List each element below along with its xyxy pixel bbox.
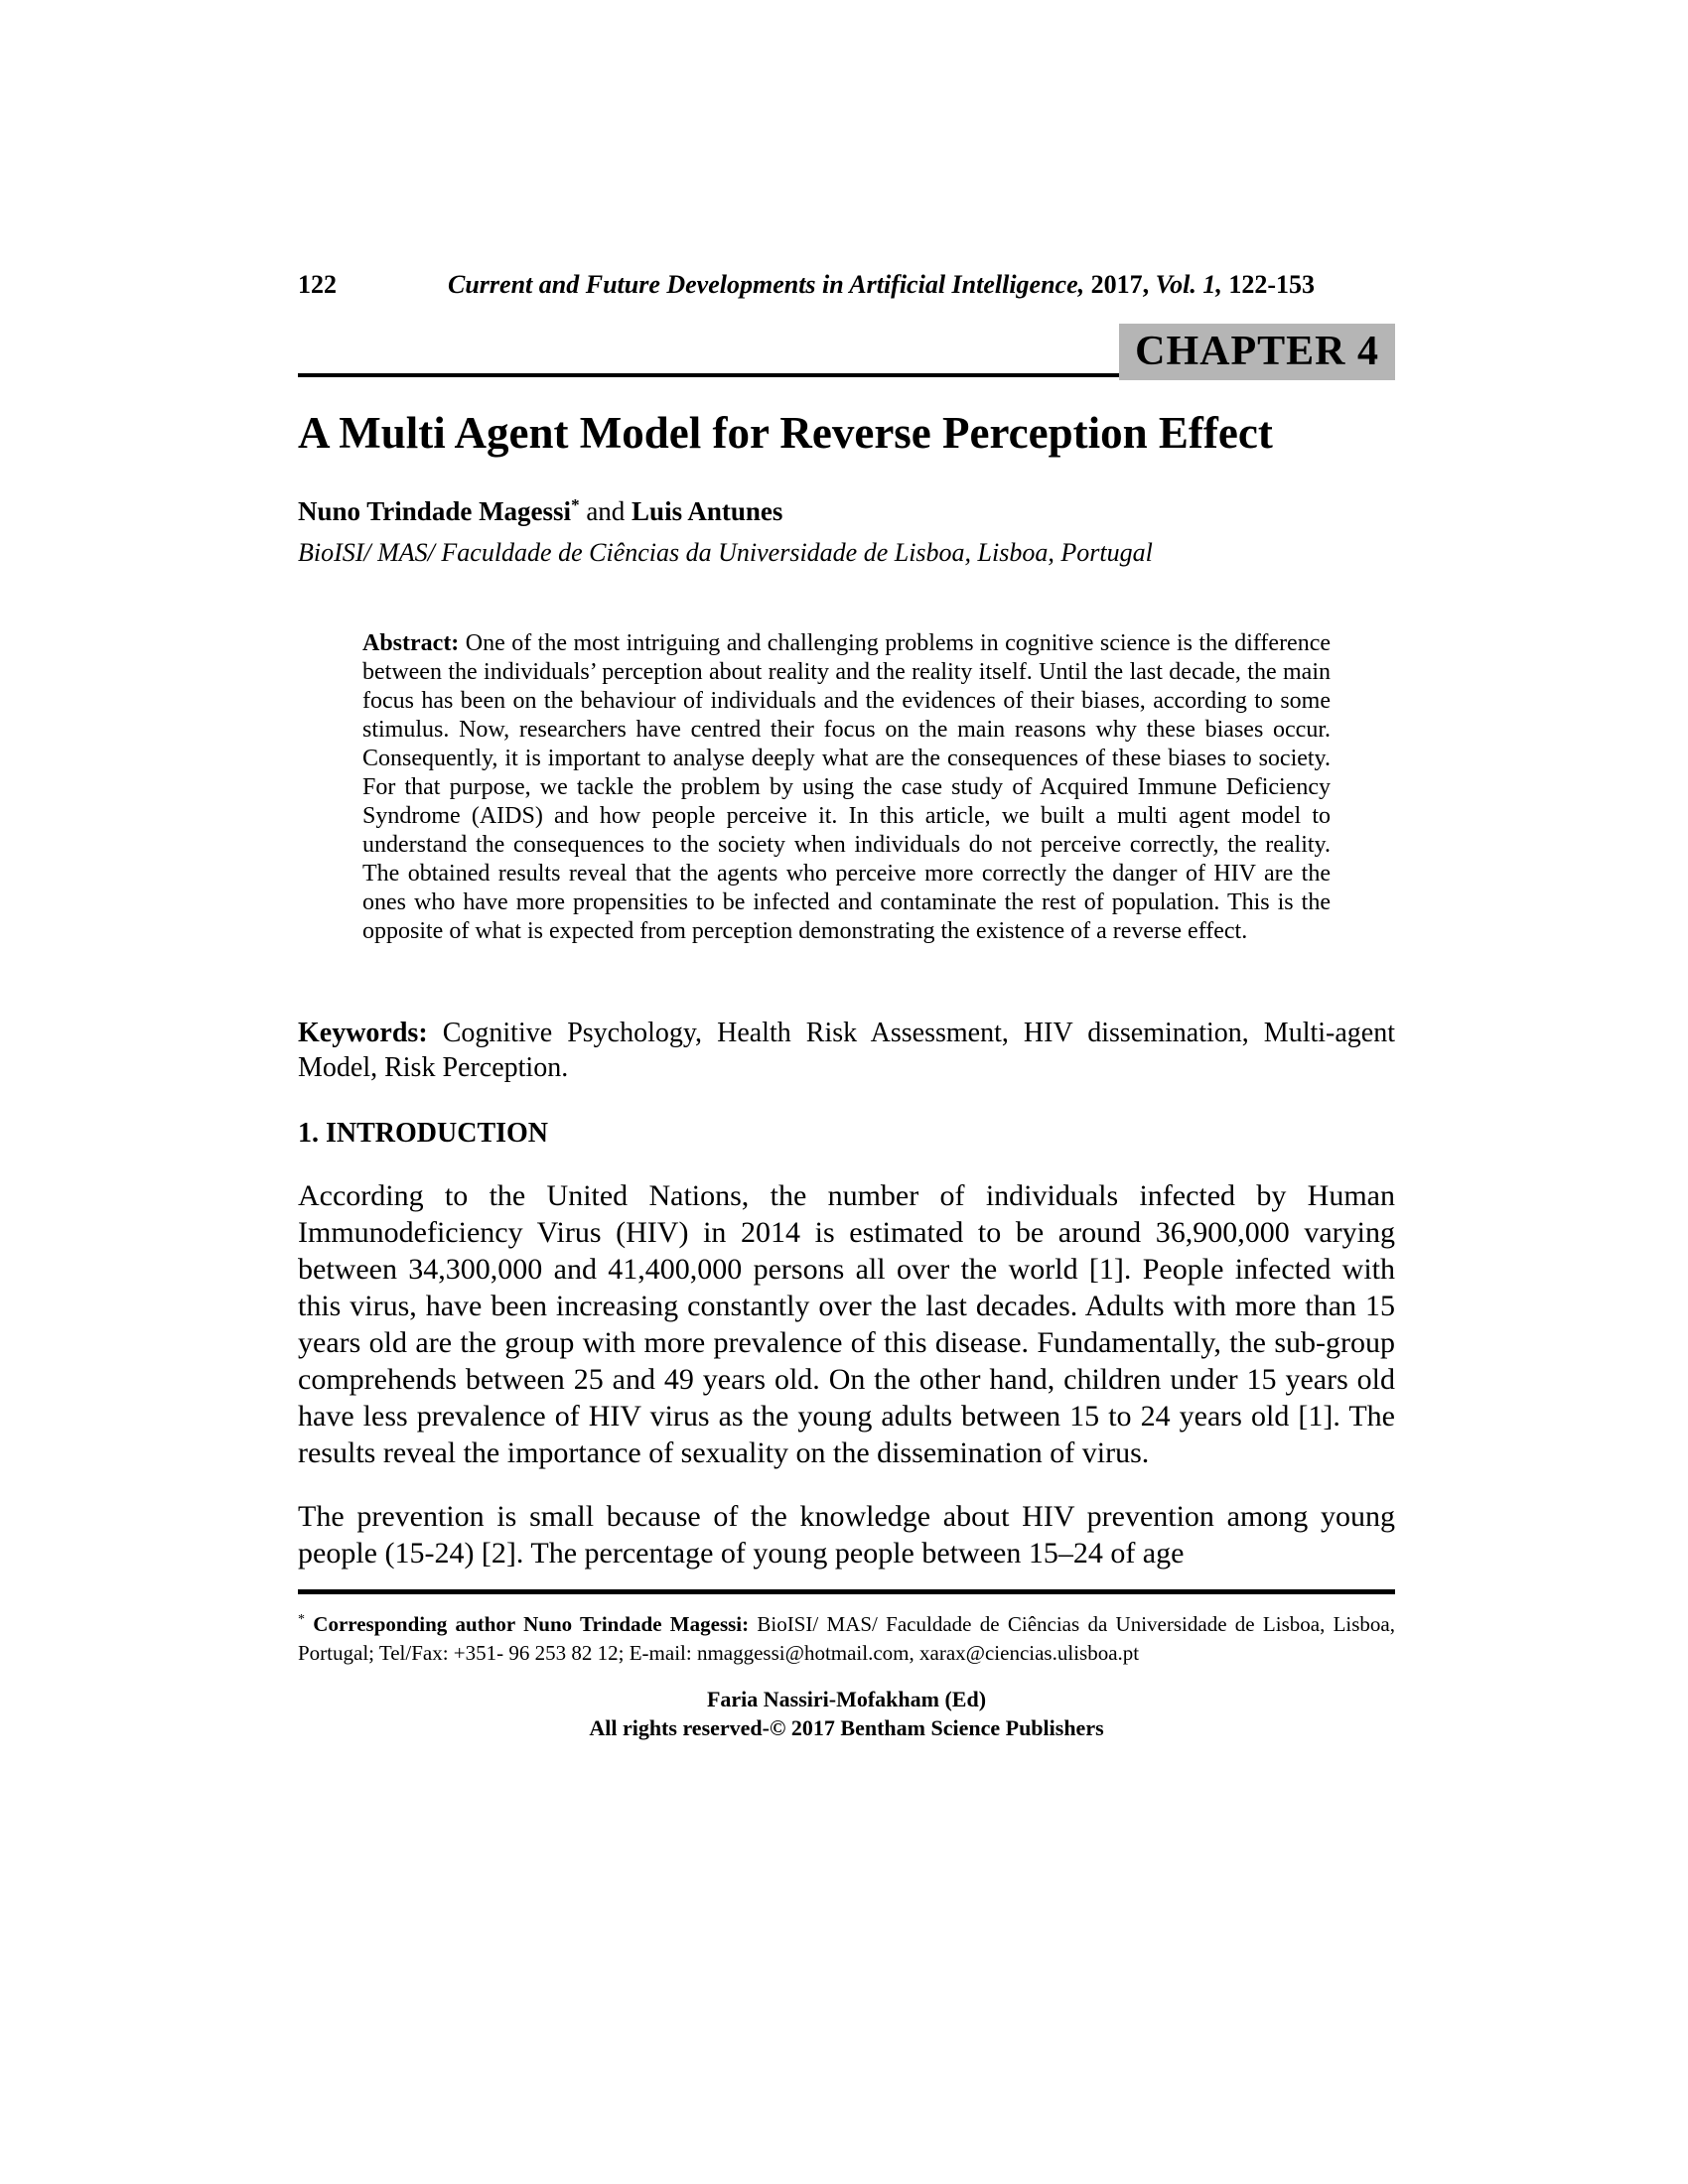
- page-number: 122: [298, 270, 337, 299]
- keywords-text: Cognitive Psychology, Health Risk Assessment, HIV dissemination, Multi-agent Model, Risk Perception.: [298, 1018, 1395, 1083]
- running-title: [298, 270, 1395, 300]
- corresponding-author-footnote: [298, 1605, 1395, 1668]
- running-year: 2017,: [1090, 270, 1150, 299]
- editor-line: Faria Nassiri-Mofakham (Ed): [706, 1687, 987, 1711]
- header-rule: [298, 326, 1395, 377]
- running-pages: 122-153: [1228, 270, 1315, 299]
- footnote-marker: *: [298, 1612, 305, 1627]
- abstract: [362, 629, 1331, 946]
- section-heading-introduction: 1. INTRODUCTION: [298, 1118, 549, 1149]
- abstract-text: One of the most intriguing and challenging problems in cognitive science is the difference between the individuals’ perception about reality and the reality itself. Until the last decade, the main focus has been on the behaviour of individuals and the evidences of their biases, according to some stimulus. Now, researchers have centred their focus on the main reasons why these biases occur. Consequently, it is important to analyse deeply what are the consequences of these biases to society. For that purpose, we tackle the problem by using the case study of Acquired Immune Deficiency Syndrome (AIDS) and how people perceive it. In this article, we built a multi agent model to understand the consequences to the society when individuals do not perceive correctly, the reality. The obtained results reveal that the agents who perceive more correctly the danger of HIV are the ones who have more propensities to be infected and contaminate the rest of population. This is the opposite of what is expected from perception demonstrating the existence of a reverse effect.: [362, 630, 1332, 944]
- footnote-bold-label: Corresponding author Nuno Trindade Magessi:: [313, 1612, 750, 1636]
- author-1: Nuno Trindade Magessi: [298, 496, 572, 526]
- running-journal-title: Current and Future Developments in Artificial Intelligence,: [448, 270, 1085, 299]
- authors-line: [298, 488, 1395, 528]
- running-header: [298, 270, 1395, 302]
- abstract-label: Abstract:: [362, 630, 460, 656]
- chapter-badge: CHAPTER 4: [1119, 324, 1395, 380]
- footnote-text: BioISI/ MAS/ Faculdade de Ciências da Universidade de Lisboa, Lisboa, Portugal; Tel/Fax: +351- 96 253 82 12; E-mail: nmaggessi@hotmail.com, xarax@ciencias.ulisboa.pt: [298, 1612, 1396, 1665]
- intro-paragraph-2: The prevention is small because of the knowledge about HIV prevention among young people (15-24) [2]. The percentage of young people between 15–24 of age: [298, 1500, 1395, 1570]
- corresponding-author-asterisk: *: [571, 495, 580, 514]
- chapter-title: A Multi Agent Model for Reverse Perception Effect: [298, 408, 1273, 458]
- running-volume: Vol. 1,: [1155, 270, 1222, 299]
- keywords-label: Keywords:: [298, 1018, 428, 1048]
- publisher-block: [298, 1685, 1395, 1742]
- footnote-divider: [298, 1589, 1395, 1594]
- rights-line: All rights reserved-© 2017 Bentham Science Publishers: [589, 1715, 1104, 1740]
- intro-paragraph-1: According to the United Nations, the number of individuals infected by Human Immunodeficiency Virus (HIV) in 2014 is estimated to be around 36,900,000 varying between 34,300,000 and 41,400,000 persons all over the world [1]. People infected with this virus, have been increasing constantly over the last decades. Adults with more than 15 years old are the group with more prevalence of this disease. Fundamentally, the sub-group comprehends between 25 and 49 years old. On the other hand, children under 15 years old have less prevalence of HIV virus as the young adults between 15 to 24 years old [1]. The results reveal the importance of sexuality on the dissemination of virus.: [298, 1179, 1395, 1469]
- keywords: [298, 1016, 1395, 1085]
- authors-connector: and: [579, 496, 633, 526]
- affiliation: BioISI/ MAS/ Faculdade de Ciências da Universidade de Lisboa, Lisboa, Portugal: [298, 538, 1153, 567]
- author-2: Luis Antunes: [632, 496, 783, 526]
